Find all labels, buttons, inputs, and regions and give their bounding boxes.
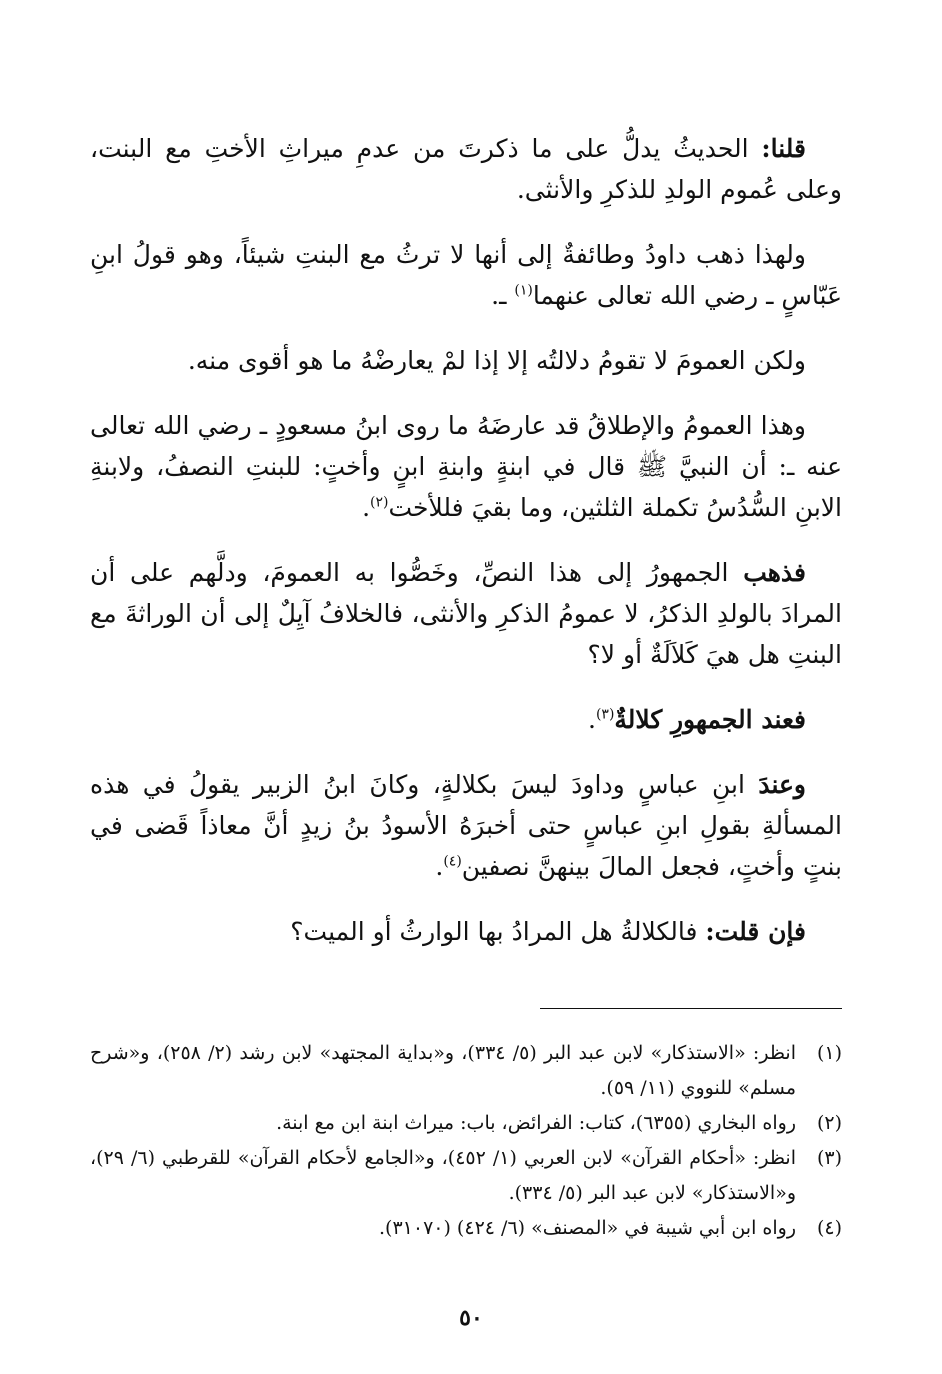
paragraph-lead: فذهب (743, 558, 806, 587)
footnote-number: (٣) (816, 1147, 842, 1169)
paragraph-8 (90, 911, 842, 952)
footnote-4 (90, 1211, 842, 1246)
paragraph-lead: فإن قلت: (705, 917, 806, 946)
footnote-text: رواه ابن أبي شيبة في «المصنف» (٦/ ٤٢٤) (٣١٠٧٠). (379, 1217, 796, 1239)
footnote-number: (١) (816, 1042, 842, 1064)
footnote-text: انظر: «الاستذكار» لابن عبد البر (٥/ ٣٣٤)، و«بداية المجتهد» لابن رشد (٢/ ٢٥٨)، و«شرح مسلم» للنووي (١١/ ٥٩). (90, 1042, 796, 1099)
paragraph-4 (90, 405, 842, 528)
footnotes (90, 1036, 842, 1246)
paragraph-7 (90, 764, 842, 887)
paragraph-text: فالكلالةُ هل المرادُ بها الوارثُ أو الميت؟ (290, 917, 706, 946)
paragraph-text: الجمهورُ إلى هذا النصِّ، وخَصُّوا به العمومَ، ودلَّهم على أن المرادَ بالولدِ الذكرُ، لا عمومُ الذكرِ والأنثى، فالخلافُ آيِلٌ إلى أن الوراثةَ مع البنتِ هل هيَ كَلاَلَةٌ أو لا؟ (90, 558, 842, 669)
paragraph-text: الحديثُ يدلُّ على ما ذكرتَ من عدمِ ميراثِ الأختِ مع البنت، وعلى عُموم الولدِ للذكرِ والأنثى. (90, 134, 842, 204)
paragraph-6 (90, 699, 842, 740)
footnote-divider (540, 1008, 842, 1009)
footnote-ref[interactable]: (٤) (443, 853, 462, 870)
footnote-2 (90, 1106, 842, 1141)
paragraph-2 (90, 234, 842, 316)
main-text (90, 128, 842, 976)
footnote-number: (٤) (816, 1217, 842, 1239)
paragraph-5 (90, 552, 842, 675)
footnote-ref[interactable]: (٣) (595, 706, 615, 723)
paragraph-tail: . (435, 852, 444, 881)
paragraph-text: ولهذا ذهب داودُ وطائفةٌ إلى أنها لا ترثُ مع البنتِ شيئاً، وهو قولُ ابنِ عَبّاسٍ ـ رضي الله تعالى عنهما (90, 240, 842, 310)
footnote-text: رواه البخاري (٦٣٥٥)، كتاب: الفرائض، باب: ميراث ابنة ابن مع ابنة. (276, 1112, 796, 1134)
paragraph-3 (90, 340, 842, 381)
paragraph-lead: وعندَ (758, 770, 806, 799)
footnote-3 (90, 1141, 842, 1211)
paragraph-tail: ـ. (491, 281, 515, 310)
page-number: ٥٠ (459, 1305, 483, 1331)
footnote-ref[interactable]: (٢) (370, 494, 389, 511)
paragraph-lead: قلنا: (761, 134, 806, 163)
footnote-ref[interactable]: (١) (514, 282, 533, 299)
paragraph-text: ولكن العمومَ لا تقومُ دلالتُه إلا إذا لمْ يعارضْهُ ما هو أقوى منه. (187, 346, 806, 375)
footnote-1 (90, 1036, 842, 1106)
paragraph-text: ابنِ عباسٍ وداودَ ليسَ بكلالةٍ، وكانَ ابنُ الزبير يقولُ في هذه المسألةِ بقولِ ابنِ عباسٍ حتى أخبرَهُ الأسودُ بنُ زيدٍ أنَّ معاذاً قَضى في بنتٍ وأختٍ، فجعل المالَ بينهنَّ نصفين (90, 770, 842, 881)
footnote-number: (٢) (816, 1112, 842, 1134)
paragraph-1 (90, 128, 842, 210)
paragraph-tail: . (587, 705, 596, 734)
paragraph-lead: فعند الجمهورِ كلالةٌ (614, 705, 806, 734)
paragraph-tail: . (362, 493, 371, 522)
footnote-text: انظر: «أحكام القرآن» لابن العربي (١/ ٤٥٢)، و«الجامع لأحكام القرآن» للقرطبي (٦/ ٢٩)، و«الاستذكار» لابن عبد البر (٥/ ٣٣٤). (90, 1147, 796, 1204)
paragraph-text: وهذا العمومُ والإطلاقُ قد عارضَهُ ما روى ابنُ مسعودٍ ـ رضي الله تعالى عنه ـ: أن النبيَّ ﷺ قال في ابنةٍ وابنةِ ابنٍ وأختٍ: للبنتِ النصفُ، ولابنةِ الابنِ السُّدُسُ تكملة الثلثين، وما بقيَ فللأخت (90, 411, 842, 522)
